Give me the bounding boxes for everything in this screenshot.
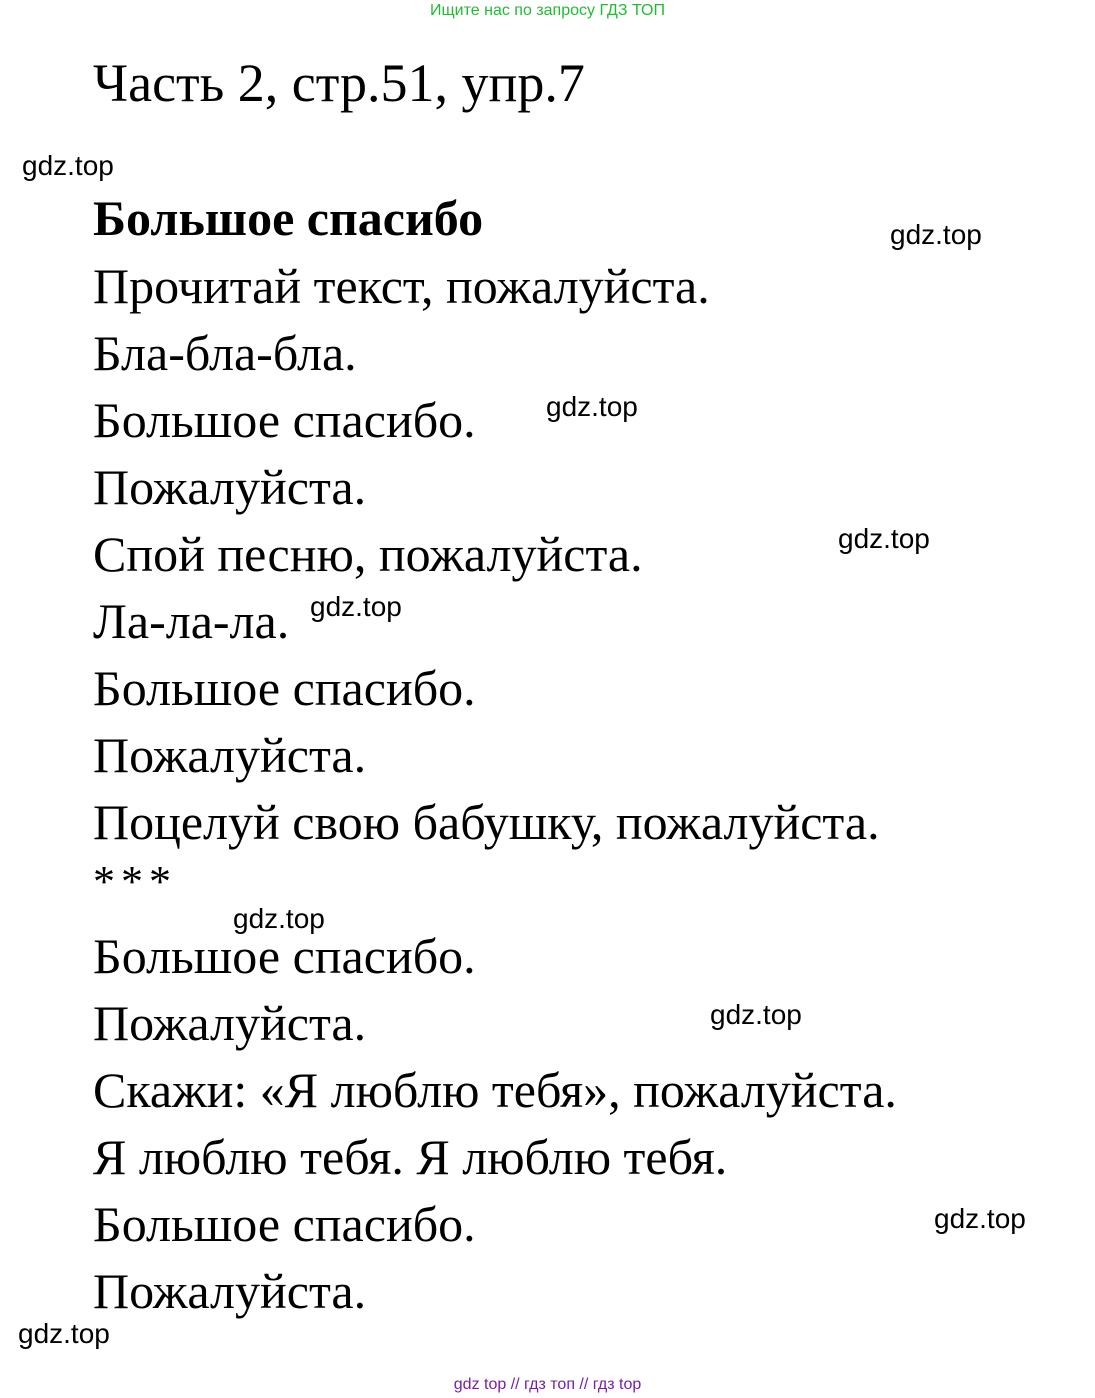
poem-title: Большое спасибо	[93, 190, 484, 246]
search-hint-link[interactable]: Ищите нас по запросу ГДЗ ТОП	[430, 2, 665, 19]
poem-line: Пожалуйста.	[93, 995, 367, 1051]
watermark: gdz.top	[838, 523, 930, 554]
watermark: gdz.top	[310, 591, 402, 622]
poem-line: Большое спасибо.	[93, 928, 476, 984]
poem-line: Пожалуйста.	[93, 1263, 367, 1319]
watermark: gdz.top	[233, 903, 325, 934]
poem-line: Прочитай текст, пожалуйста.	[93, 258, 710, 314]
poem-line: Пожалуйста.	[93, 727, 367, 783]
watermark: gdz.top	[22, 150, 114, 181]
watermark: gdz.top	[18, 1318, 110, 1349]
poem-line: Поцелуй свою бабушку, пожалуйста.	[93, 794, 880, 850]
footer-links[interactable]: gdz top // гдз топ // гдз top	[453, 1376, 642, 1393]
poem-line: Пожалуйста.	[93, 459, 367, 515]
page-heading: Часть 2, стр.51, упр.7	[93, 53, 585, 113]
poem-line: Большое спасибо.	[93, 660, 476, 716]
poem-line: Ла-ла-ла.	[93, 593, 290, 649]
poem-line: Спой песню, пожалуйста.	[93, 526, 643, 582]
poem-line: Я люблю тебя. Я люблю тебя.	[93, 1129, 728, 1185]
poem-line: Большое спасибо.	[93, 392, 476, 448]
watermark: gdz.top	[890, 219, 982, 250]
watermark: gdz.top	[546, 391, 638, 422]
watermark: gdz.top	[710, 999, 802, 1030]
poem-line: Бла-бла-бла.	[93, 325, 357, 381]
watermark: gdz.top	[934, 1203, 1026, 1234]
poem-line: Большое спасибо.	[93, 1196, 476, 1252]
section-separator: ***	[93, 857, 177, 906]
poem-line: Скажи: «Я люблю тебя», пожалуйста.	[93, 1062, 897, 1118]
